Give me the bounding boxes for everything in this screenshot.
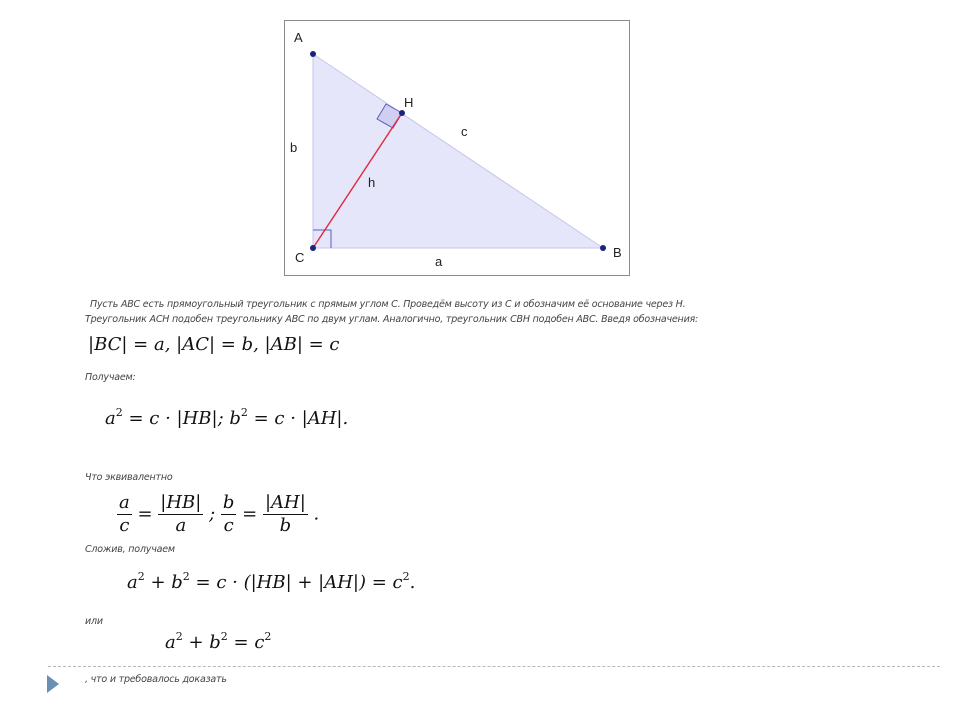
label-c: C bbox=[295, 250, 305, 265]
obtain-label: Получаем: bbox=[85, 372, 136, 383]
label-b: B bbox=[613, 245, 622, 260]
point-c bbox=[310, 245, 316, 251]
notation-formula: |BC| = a, |AC| = b, |AB| = c bbox=[88, 334, 340, 355]
point-h bbox=[399, 110, 405, 116]
triangle-abc bbox=[313, 54, 603, 248]
proof-intro-line-1: Пусть ABC есть прямоугольный треугольник с прямым углом C. Проведём высоту из C и обозначим её основание через H. bbox=[90, 299, 686, 310]
label-a: A bbox=[294, 30, 303, 45]
triangle-figure bbox=[284, 20, 630, 276]
fraction-hb-over-a: $\frac{|HB|}{a}$ bbox=[160, 492, 202, 536]
similarity-equations: $a^2 = c \cdot |HB|$; $b^2 = c \cdot |AH|$. bbox=[105, 406, 349, 429]
qed-text: , что и требовалось доказать bbox=[85, 674, 227, 685]
label-side-b: b bbox=[290, 140, 298, 155]
bullet-arrow-icon bbox=[46, 674, 60, 694]
label-side-a: a bbox=[435, 254, 443, 269]
fraction-b-over-c: $\frac{b}{c}$ bbox=[222, 492, 235, 536]
eq-left: c · |HB|; b bbox=[149, 408, 241, 429]
fraction-a-over-c: $\frac{a}{c}$ bbox=[119, 492, 130, 536]
point-b bbox=[600, 245, 606, 251]
sum-equation: $a^2 + b^2 = c \cdot (|HB| + |AH|) = c^2$. bbox=[127, 570, 416, 593]
or-label: или bbox=[85, 616, 103, 627]
label-h: H bbox=[404, 95, 414, 110]
label-side-c: c bbox=[461, 124, 468, 139]
fraction-ah-over-b: $\frac{|AH|}{b}$ bbox=[264, 492, 306, 536]
adding-label: Сложив, получаем bbox=[85, 544, 175, 555]
proof-intro-line-2: Треугольник ACH подобен треугольнику ABC по двум углам. Аналогично, треугольник CBH подобен ABC. Введя обозначения: bbox=[85, 314, 699, 325]
eq-right: = c · |AH|. bbox=[247, 408, 349, 429]
slide-divider bbox=[48, 666, 940, 667]
point-a bbox=[310, 51, 316, 57]
label-altitude-h: h bbox=[368, 175, 376, 190]
pythagorean-theorem: $a^2 + b^2 = c^2$ bbox=[165, 630, 272, 653]
triangle-svg bbox=[285, 21, 631, 277]
equivalent-label: Что эквивалентно bbox=[85, 472, 173, 483]
ratio-equations: $\frac{a}{c}$ = $\frac{|HB|}{a}$ ; $\frac{b}{c}$ = $\frac{|AH|}{b}$ . bbox=[119, 492, 320, 536]
